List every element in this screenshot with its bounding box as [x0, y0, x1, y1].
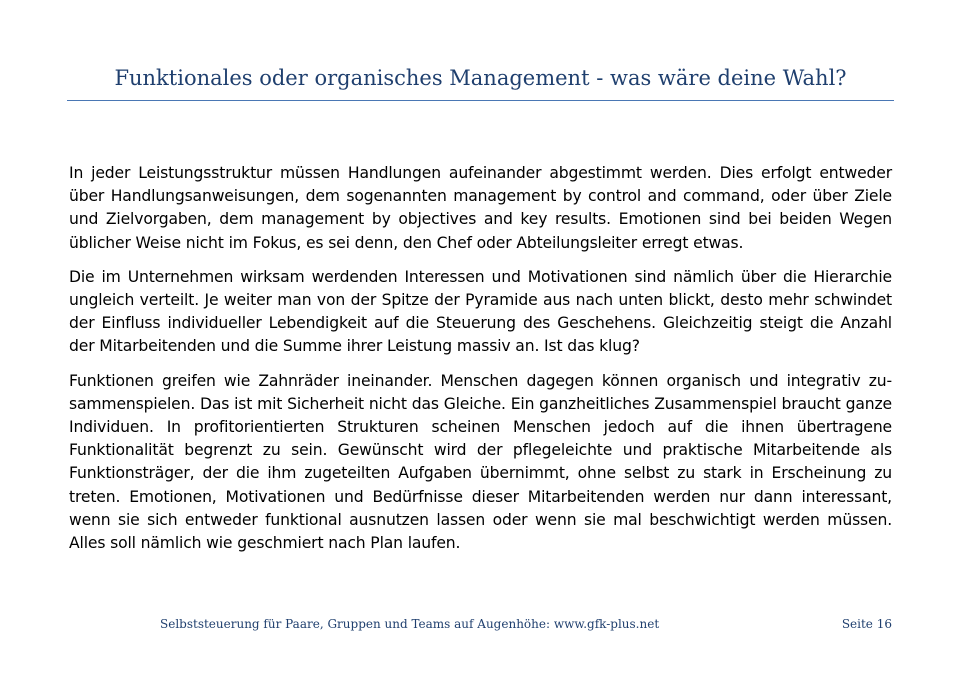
paragraph-2: Die im Unternehmen wirksam werdenden Interessen und Motivationen sind nämlich über die Hierarchie ungleich verteilt. Je weiter man von der Spitze der Pyramide aus nach unten blickt, desto mehr schwindet der Einfluss individueller Lebendigkeit auf die Steuerung des Geschehens. Gleichzeitig steigt die Anzahl der Mitarbeitenden und die Summe ihrer Leistung massiv an. Ist das klug? — [69, 267, 892, 356]
footer-text: Selbststeuerung für Paare, Gruppen und Teams auf Augenhöhe: www.gfk-plus.net — [160, 617, 660, 631]
title-divider — [67, 100, 894, 101]
paragraph-3: Funktionen greifen wie Zahnräder ineinander. Menschen dagegen können organisch und integrativ zu-sammenspielen. Das ist mit Sicherheit nicht das Gleiche. Ein ganzheitliches Zusammenspiel braucht ganze Individuen. In profitorientierten Strukturen scheinen Menschen jedoch auf die ihnen übertragene Funktionalität begrenzt zu sein. Gewünscht wird der pflegeleichte und praktische Mitarbeitende als Funktionsträger, der die ihm zugeteilten Aufgaben übernimmt, ohne selbst zu stark in Erscheinung zu treten. Emotionen, Motivationen und Bedürfnisse dieser Mitarbeitenden werden nur dann interessant, wenn sie sich entweder funktional ausnutzen lassen oder wenn sie mal beschwichtigt werden müssen. Alles soll nämlich wie geschmiert nach Plan laufen. — [69, 371, 892, 553]
page-number: Seite 16 — [841, 617, 892, 631]
paragraph-1: In jeder Leistungsstruktur müssen Handlungen aufeinander abgestimmt werden. Dies erfolgt entweder über Handlungsanweisungen, dem sogenannten management by control and command, oder über Ziele und Zielvorgaben, dem management by objectives and key results. Emotionen sind bei beiden Wegen üblicher Weise nicht im Fokus, es sei denn, den Chef oder Abteilungsleiter erregt etwas. — [69, 164, 892, 252]
body-text — [69, 162, 892, 566]
page-title: Funktionales oder organisches Management - was wäre deine Wahl? — [114, 66, 847, 90]
